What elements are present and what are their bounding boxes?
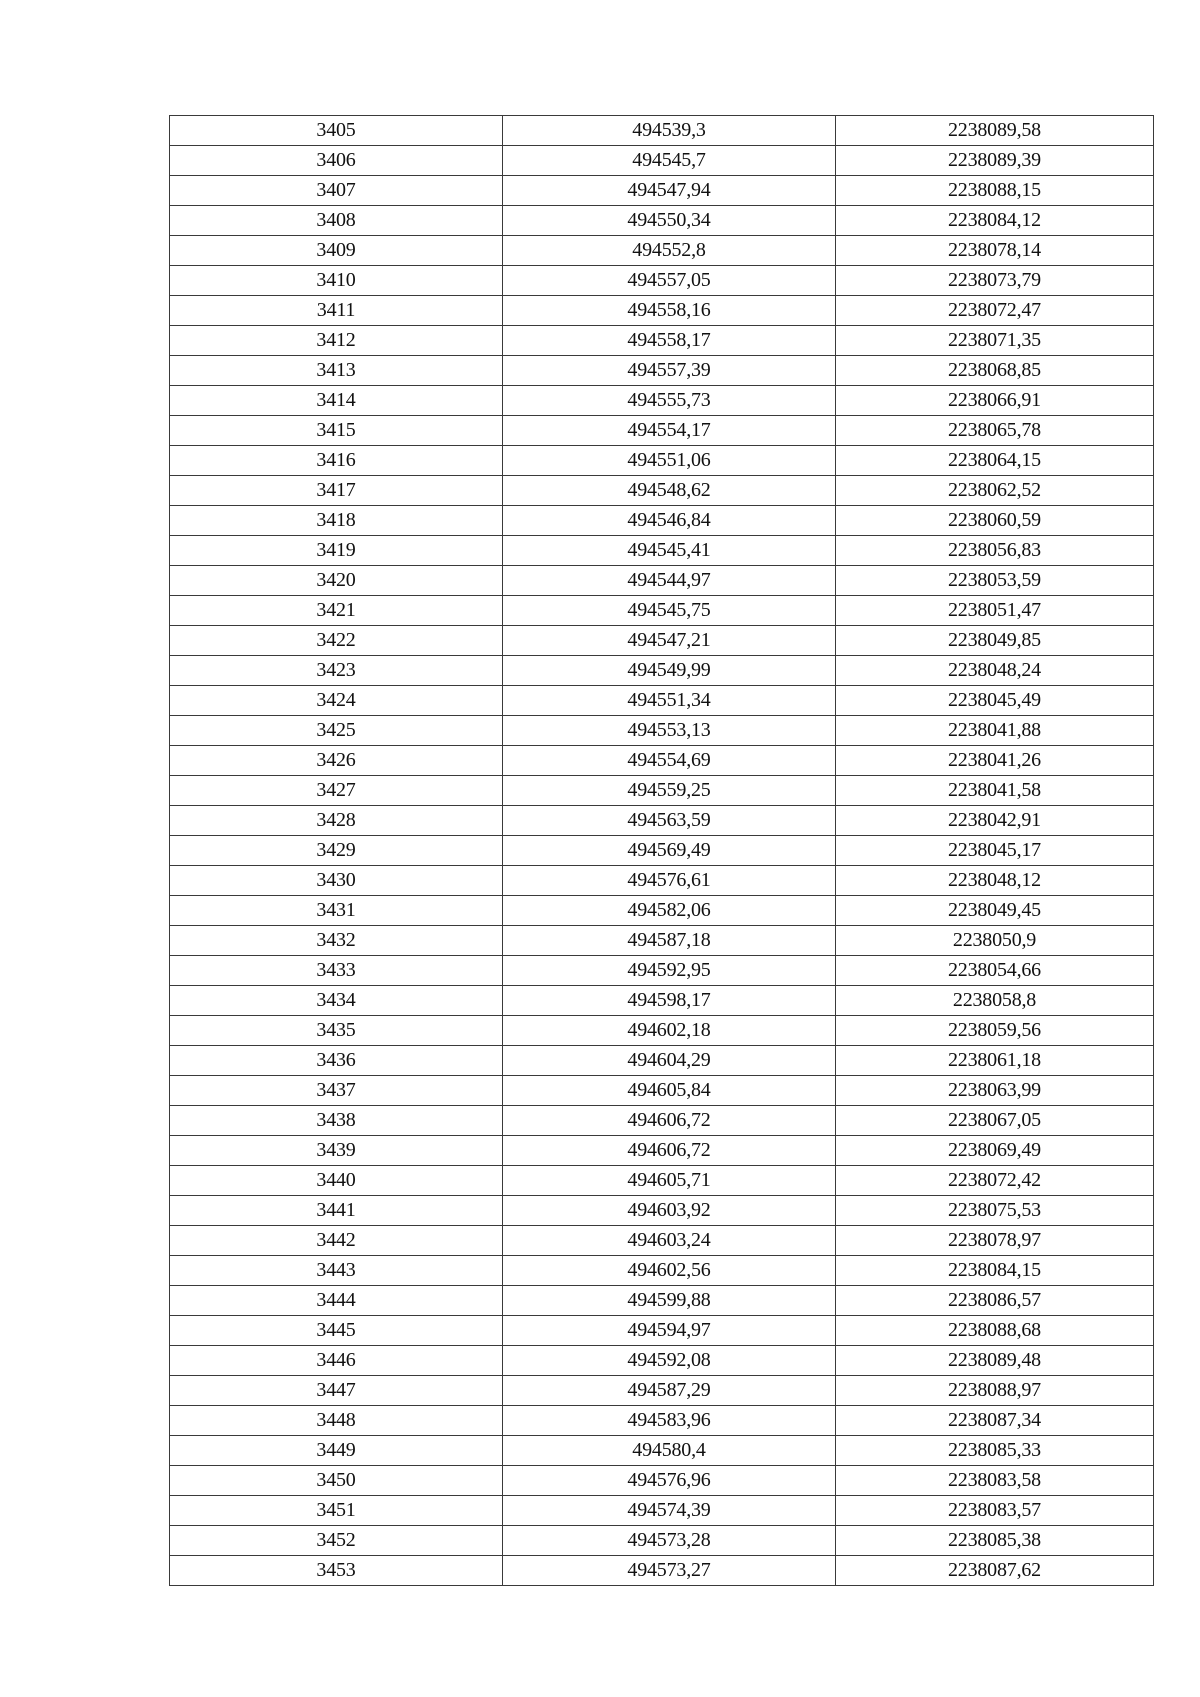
table-row [170,1436,1154,1466]
x-coordinate-cell: 494598,17 [503,986,836,1016]
table-row [170,806,1154,836]
table-row [170,1346,1154,1376]
table-row [170,716,1154,746]
table-row [170,506,1154,536]
table-row [170,686,1154,716]
table-row [170,1496,1154,1526]
table-row [170,1166,1154,1196]
coordinates-table-body [170,116,1154,1586]
table-row [170,356,1154,386]
table-row [170,746,1154,776]
table-row [170,236,1154,266]
x-coordinate-cell: 494550,34 [503,206,836,236]
x-coordinate-cell: 494582,06 [503,896,836,926]
y-coordinate-cell: 2238078,14 [836,236,1154,266]
y-coordinate-cell: 2238087,62 [836,1556,1154,1586]
point-number-cell: 3406 [170,146,503,176]
table-row [170,446,1154,476]
point-number-cell: 3423 [170,656,503,686]
y-coordinate-cell: 2238083,58 [836,1466,1154,1496]
point-number-cell: 3411 [170,296,503,326]
table-row [170,1076,1154,1106]
y-coordinate-cell: 2238058,8 [836,986,1154,1016]
x-coordinate-cell: 494563,59 [503,806,836,836]
point-number-cell: 3448 [170,1406,503,1436]
y-coordinate-cell: 2238088,15 [836,176,1154,206]
x-coordinate-cell: 494557,39 [503,356,836,386]
table-row [170,206,1154,236]
x-coordinate-cell: 494602,18 [503,1016,836,1046]
y-coordinate-cell: 2238062,52 [836,476,1154,506]
table-row [170,326,1154,356]
y-coordinate-cell: 2238084,12 [836,206,1154,236]
point-number-cell: 3410 [170,266,503,296]
x-coordinate-cell: 494551,34 [503,686,836,716]
y-coordinate-cell: 2238066,91 [836,386,1154,416]
x-coordinate-cell: 494547,21 [503,626,836,656]
y-coordinate-cell: 2238084,15 [836,1256,1154,1286]
point-number-cell: 3429 [170,836,503,866]
x-coordinate-cell: 494580,4 [503,1436,836,1466]
x-coordinate-cell: 494592,08 [503,1346,836,1376]
table-row [170,116,1154,146]
point-number-cell: 3432 [170,926,503,956]
table-row [170,176,1154,206]
x-coordinate-cell: 494587,18 [503,926,836,956]
coordinates-table [169,115,1154,1586]
y-coordinate-cell: 2238050,9 [836,926,1154,956]
x-coordinate-cell: 494573,27 [503,1556,836,1586]
x-coordinate-cell: 494594,97 [503,1316,836,1346]
table-row [170,416,1154,446]
table-row [170,626,1154,656]
point-number-cell: 3437 [170,1076,503,1106]
y-coordinate-cell: 2238041,26 [836,746,1154,776]
point-number-cell: 3443 [170,1256,503,1286]
table-row [170,656,1154,686]
point-number-cell: 3449 [170,1436,503,1466]
y-coordinate-cell: 2238049,85 [836,626,1154,656]
y-coordinate-cell: 2238088,68 [836,1316,1154,1346]
x-coordinate-cell: 494545,75 [503,596,836,626]
table-row [170,1256,1154,1286]
x-coordinate-cell: 494605,84 [503,1076,836,1106]
table-row [170,296,1154,326]
table-row [170,1136,1154,1166]
y-coordinate-cell: 2238063,99 [836,1076,1154,1106]
y-coordinate-cell: 2238059,56 [836,1016,1154,1046]
x-coordinate-cell: 494576,96 [503,1466,836,1496]
x-coordinate-cell: 494546,84 [503,506,836,536]
point-number-cell: 3405 [170,116,503,146]
y-coordinate-cell: 2238087,34 [836,1406,1154,1436]
x-coordinate-cell: 494606,72 [503,1106,836,1136]
point-number-cell: 3415 [170,416,503,446]
point-number-cell: 3412 [170,326,503,356]
table-row [170,1376,1154,1406]
y-coordinate-cell: 2238065,78 [836,416,1154,446]
table-row [170,896,1154,926]
x-coordinate-cell: 494551,06 [503,446,836,476]
y-coordinate-cell: 2238041,58 [836,776,1154,806]
point-number-cell: 3442 [170,1226,503,1256]
x-coordinate-cell: 494606,72 [503,1136,836,1166]
x-coordinate-cell: 494603,92 [503,1196,836,1226]
x-coordinate-cell: 494553,13 [503,716,836,746]
point-number-cell: 3428 [170,806,503,836]
x-coordinate-cell: 494573,28 [503,1526,836,1556]
table-row [170,476,1154,506]
y-coordinate-cell: 2238061,18 [836,1046,1154,1076]
x-coordinate-cell: 494549,99 [503,656,836,686]
y-coordinate-cell: 2238064,15 [836,446,1154,476]
table-row [170,1526,1154,1556]
point-number-cell: 3439 [170,1136,503,1166]
point-number-cell: 3420 [170,566,503,596]
table-row [170,1106,1154,1136]
x-coordinate-cell: 494554,69 [503,746,836,776]
y-coordinate-cell: 2238042,91 [836,806,1154,836]
x-coordinate-cell: 494576,61 [503,866,836,896]
x-coordinate-cell: 494592,95 [503,956,836,986]
point-number-cell: 3441 [170,1196,503,1226]
y-coordinate-cell: 2238041,88 [836,716,1154,746]
x-coordinate-cell: 494545,41 [503,536,836,566]
point-number-cell: 3407 [170,176,503,206]
point-number-cell: 3452 [170,1526,503,1556]
table-row [170,1556,1154,1586]
y-coordinate-cell: 2238067,05 [836,1106,1154,1136]
table-row [170,266,1154,296]
point-number-cell: 3426 [170,746,503,776]
y-coordinate-cell: 2238054,66 [836,956,1154,986]
point-number-cell: 3438 [170,1106,503,1136]
table-row [170,1226,1154,1256]
point-number-cell: 3436 [170,1046,503,1076]
y-coordinate-cell: 2238048,24 [836,656,1154,686]
point-number-cell: 3446 [170,1346,503,1376]
y-coordinate-cell: 2238089,39 [836,146,1154,176]
y-coordinate-cell: 2238072,42 [836,1166,1154,1196]
y-coordinate-cell: 2238051,47 [836,596,1154,626]
y-coordinate-cell: 2238073,79 [836,266,1154,296]
y-coordinate-cell: 2238056,83 [836,536,1154,566]
table-row [170,776,1154,806]
point-number-cell: 3409 [170,236,503,266]
table-row [170,386,1154,416]
x-coordinate-cell: 494559,25 [503,776,836,806]
y-coordinate-cell: 2238068,85 [836,356,1154,386]
y-coordinate-cell: 2238072,47 [836,296,1154,326]
x-coordinate-cell: 494552,8 [503,236,836,266]
point-number-cell: 3419 [170,536,503,566]
table-row [170,1016,1154,1046]
x-coordinate-cell: 494604,29 [503,1046,836,1076]
x-coordinate-cell: 494599,88 [503,1286,836,1316]
x-coordinate-cell: 494558,16 [503,296,836,326]
y-coordinate-cell: 2238049,45 [836,896,1154,926]
point-number-cell: 3427 [170,776,503,806]
x-coordinate-cell: 494569,49 [503,836,836,866]
x-coordinate-cell: 494548,62 [503,476,836,506]
x-coordinate-cell: 494587,29 [503,1376,836,1406]
table-row [170,836,1154,866]
point-number-cell: 3425 [170,716,503,746]
table-row [170,956,1154,986]
table-row [170,1406,1154,1436]
point-number-cell: 3451 [170,1496,503,1526]
point-number-cell: 3450 [170,1466,503,1496]
x-coordinate-cell: 494539,3 [503,116,836,146]
x-coordinate-cell: 494602,56 [503,1256,836,1286]
y-coordinate-cell: 2238045,17 [836,836,1154,866]
point-number-cell: 3453 [170,1556,503,1586]
table-row [170,1046,1154,1076]
y-coordinate-cell: 2238086,57 [836,1286,1154,1316]
point-number-cell: 3414 [170,386,503,416]
point-number-cell: 3413 [170,356,503,386]
y-coordinate-cell: 2238048,12 [836,866,1154,896]
point-number-cell: 3444 [170,1286,503,1316]
x-coordinate-cell: 494558,17 [503,326,836,356]
y-coordinate-cell: 2238053,59 [836,566,1154,596]
y-coordinate-cell: 2238069,49 [836,1136,1154,1166]
y-coordinate-cell: 2238083,57 [836,1496,1154,1526]
x-coordinate-cell: 494544,97 [503,566,836,596]
y-coordinate-cell: 2238088,97 [836,1376,1154,1406]
point-number-cell: 3434 [170,986,503,1016]
point-number-cell: 3424 [170,686,503,716]
point-number-cell: 3430 [170,866,503,896]
point-number-cell: 3416 [170,446,503,476]
table-row [170,866,1154,896]
point-number-cell: 3440 [170,1166,503,1196]
x-coordinate-cell: 494574,39 [503,1496,836,1526]
point-number-cell: 3408 [170,206,503,236]
point-number-cell: 3421 [170,596,503,626]
point-number-cell: 3435 [170,1016,503,1046]
x-coordinate-cell: 494545,7 [503,146,836,176]
point-number-cell: 3418 [170,506,503,536]
y-coordinate-cell: 2238085,38 [836,1526,1154,1556]
y-coordinate-cell: 2238060,59 [836,506,1154,536]
point-number-cell: 3447 [170,1376,503,1406]
table-row [170,1316,1154,1346]
table-row [170,596,1154,626]
y-coordinate-cell: 2238089,58 [836,116,1154,146]
y-coordinate-cell: 2238085,33 [836,1436,1154,1466]
table-row [170,536,1154,566]
y-coordinate-cell: 2238075,53 [836,1196,1154,1226]
point-number-cell: 3422 [170,626,503,656]
table-row [170,1286,1154,1316]
x-coordinate-cell: 494555,73 [503,386,836,416]
x-coordinate-cell: 494554,17 [503,416,836,446]
table-row [170,146,1154,176]
x-coordinate-cell: 494583,96 [503,1406,836,1436]
x-coordinate-cell: 494547,94 [503,176,836,206]
point-number-cell: 3445 [170,1316,503,1346]
table-row [170,1466,1154,1496]
x-coordinate-cell: 494557,05 [503,266,836,296]
x-coordinate-cell: 494605,71 [503,1166,836,1196]
table-row [170,926,1154,956]
point-number-cell: 3417 [170,476,503,506]
y-coordinate-cell: 2238045,49 [836,686,1154,716]
y-coordinate-cell: 2238089,48 [836,1346,1154,1376]
point-number-cell: 3431 [170,896,503,926]
table-row [170,566,1154,596]
y-coordinate-cell: 2238071,35 [836,326,1154,356]
table-row [170,1196,1154,1226]
point-number-cell: 3433 [170,956,503,986]
y-coordinate-cell: 2238078,97 [836,1226,1154,1256]
x-coordinate-cell: 494603,24 [503,1226,836,1256]
table-row [170,986,1154,1016]
